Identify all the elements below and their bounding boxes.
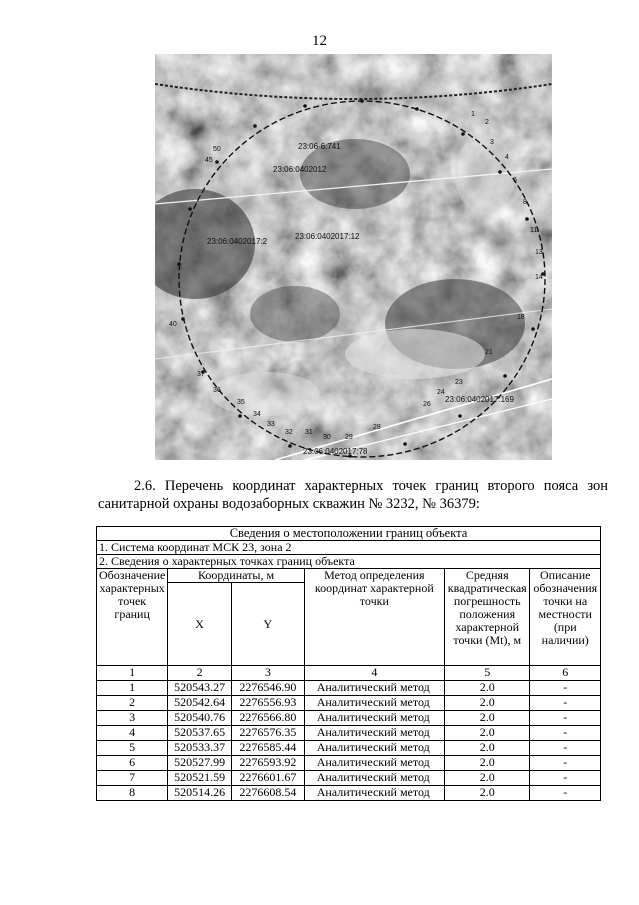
x-coordinate: 520537.65 — [168, 726, 232, 741]
y-coordinate: 2276546.90 — [231, 681, 304, 696]
header-description: Описание обозначения точки на местности (при наличии) — [530, 569, 601, 666]
header-coords: Координаты, м — [168, 569, 304, 583]
point-number: 6 — [97, 756, 168, 771]
point-label: 31 — [305, 429, 313, 436]
description-cell: - — [530, 711, 601, 726]
table-row — [97, 681, 601, 696]
section-row: 2. Сведения о характерных точках границ объекта — [97, 555, 601, 569]
parcel-label: 23:06:0402017:169 — [445, 395, 514, 404]
header-accuracy: Средняя квадратическая погрешность положения характерной точки (Mt), м — [444, 569, 530, 666]
y-coordinate: 2276566.80 — [231, 711, 304, 726]
table-row — [97, 756, 601, 771]
x-coordinate: 520543.27 — [168, 681, 232, 696]
table-row — [97, 741, 601, 756]
point-label: 13 — [535, 249, 543, 256]
point-number: 4 — [97, 726, 168, 741]
y-coordinate: 2276608.54 — [231, 786, 304, 801]
table-row — [97, 771, 601, 786]
accuracy-cell: 2.0 — [444, 786, 530, 801]
point-label: 6 — [513, 177, 517, 184]
parcel-label: 23:06:0402017:2 — [207, 237, 268, 246]
table-row — [97, 786, 601, 801]
satellite-map-image — [155, 54, 552, 460]
point-label: 30 — [323, 434, 331, 441]
section-caption — [98, 477, 608, 513]
point-label: 21 — [485, 349, 493, 356]
y-coordinate: 2276576.35 — [231, 726, 304, 741]
table-row — [97, 696, 601, 711]
description-cell: - — [530, 696, 601, 711]
point-number: 1 — [97, 681, 168, 696]
column-number: 5 — [444, 666, 530, 681]
method-cell: Аналитический метод — [304, 786, 444, 801]
table-row — [97, 711, 601, 726]
coordinates-table — [96, 526, 601, 801]
column-number: 4 — [304, 666, 444, 681]
accuracy-cell: 2.0 — [444, 756, 530, 771]
point-number: 3 — [97, 711, 168, 726]
accuracy-cell: 2.0 — [444, 681, 530, 696]
point-label: 4 — [505, 154, 509, 161]
header-method: Метод определения координат характерной точки — [304, 569, 444, 666]
header-x: X — [168, 583, 232, 666]
parcel-label: 23:06:0402017:12 — [295, 232, 360, 241]
column-number: 2 — [168, 666, 232, 681]
parcel-label: 23:06:0402012 — [273, 165, 327, 174]
description-cell: - — [530, 756, 601, 771]
parcel-label: 23:06:0402017:78 — [303, 447, 368, 456]
x-coordinate: 520514.26 — [168, 786, 232, 801]
caption-text: Перечень координат характерных точек границ второго пояса зон санитарной охраны водозаборных скважин № 3232, № 36379: — [98, 478, 608, 512]
y-coordinate: 2276556.93 — [231, 696, 304, 711]
y-coordinate: 2276593.92 — [231, 756, 304, 771]
column-number: 3 — [231, 666, 304, 681]
y-coordinate: 2276585.44 — [231, 741, 304, 756]
y-coordinate: 2276601.67 — [231, 771, 304, 786]
accuracy-cell: 2.0 — [444, 711, 530, 726]
point-label: 36 — [213, 387, 221, 394]
point-label: 32 — [285, 429, 293, 436]
description-cell: - — [530, 681, 601, 696]
header-designation: Обозначение характерных точек границ — [97, 569, 168, 666]
accuracy-cell: 2.0 — [444, 741, 530, 756]
map-graphic — [155, 54, 552, 460]
page-number: 12 — [312, 33, 327, 49]
point-label: 23 — [455, 379, 463, 386]
parcel-label: 23:06-6.741 — [298, 142, 341, 151]
point-label: 18 — [517, 314, 525, 321]
point-label: 3 — [490, 139, 494, 146]
accuracy-cell: 2.0 — [444, 696, 530, 711]
description-cell: - — [530, 741, 601, 756]
point-number: 5 — [97, 741, 168, 756]
x-coordinate: 520533.37 — [168, 741, 232, 756]
accuracy-cell: 2.0 — [444, 726, 530, 741]
point-label: 2 — [485, 119, 489, 126]
method-cell: Аналитический метод — [304, 756, 444, 771]
point-label: 37 — [197, 371, 205, 378]
coordinate-system-row: 1. Система координат МСК 23, зона 2 — [97, 541, 601, 555]
point-label: 26 — [423, 401, 431, 408]
point-label: 29 — [345, 434, 353, 441]
table-row — [97, 726, 601, 741]
point-label: 28 — [373, 424, 381, 431]
method-cell: Аналитический метод — [304, 711, 444, 726]
method-cell: Аналитический метод — [304, 771, 444, 786]
column-number: 1 — [97, 666, 168, 681]
point-label: 33 — [267, 421, 275, 428]
point-number: 7 — [97, 771, 168, 786]
point-number: 2 — [97, 696, 168, 711]
method-cell: Аналитический метод — [304, 741, 444, 756]
accuracy-cell: 2.0 — [444, 771, 530, 786]
x-coordinate: 520542.64 — [168, 696, 232, 711]
table-title: Сведения о местоположении границ объекта — [97, 527, 601, 541]
description-cell: - — [530, 786, 601, 801]
x-coordinate: 520521.59 — [168, 771, 232, 786]
point-label: 40 — [169, 321, 177, 328]
point-number: 8 — [97, 786, 168, 801]
description-cell: - — [530, 726, 601, 741]
description-cell: - — [530, 771, 601, 786]
point-label: 45 — [205, 157, 213, 164]
caption-number: 2.6. — [134, 478, 156, 494]
method-cell: Аналитический метод — [304, 726, 444, 741]
point-label: 24 — [437, 389, 445, 396]
x-coordinate: 520540.76 — [168, 711, 232, 726]
point-label: 50 — [213, 146, 221, 153]
method-cell: Аналитический метод — [304, 696, 444, 711]
point-label: 14 — [535, 274, 543, 281]
method-cell: Аналитический метод — [304, 681, 444, 696]
x-coordinate: 520527.99 — [168, 756, 232, 771]
point-label: 8 — [523, 199, 527, 206]
point-label: 11 — [530, 227, 538, 234]
point-label: 34 — [253, 411, 261, 418]
column-number: 6 — [530, 666, 601, 681]
point-label: 35 — [237, 399, 245, 406]
header-y: Y — [231, 583, 304, 666]
point-label: 1 — [471, 111, 475, 118]
